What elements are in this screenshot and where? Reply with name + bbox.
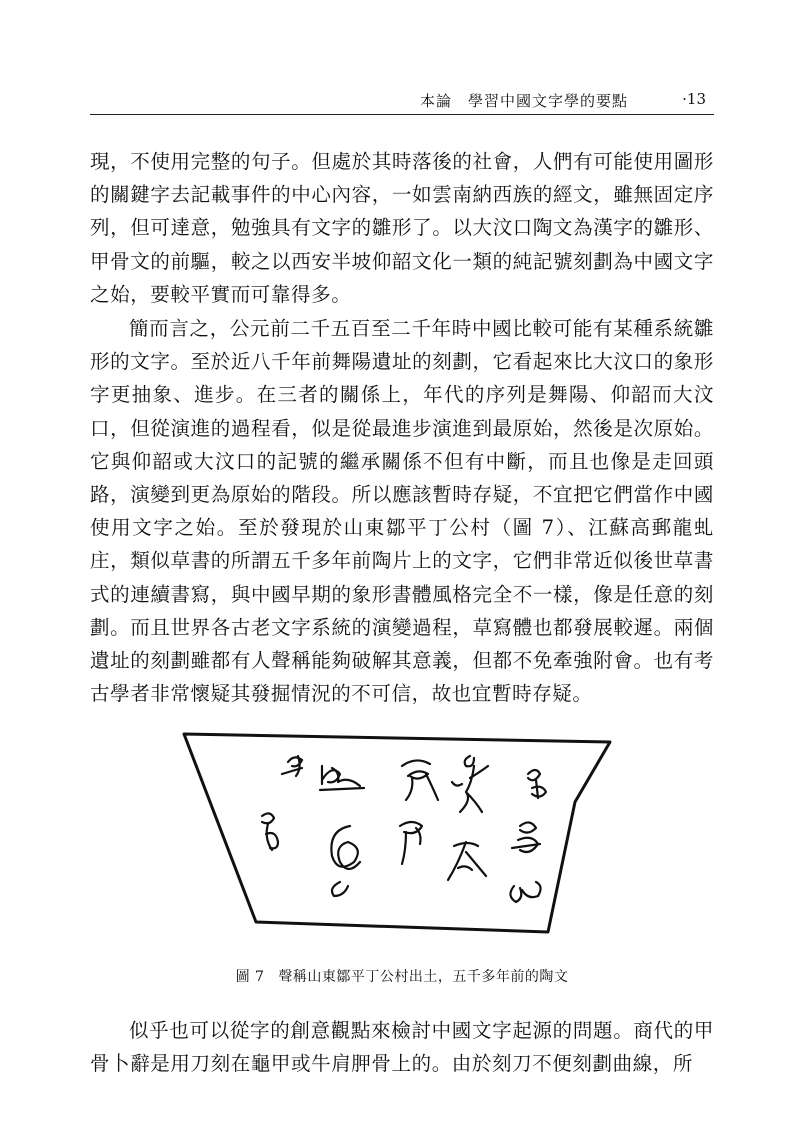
running-head: 本論 學習中國文字學的要點 [420, 92, 629, 110]
body-paragraph-2: 簡而言之，公元前二千五百至二千年時中國比較可能有某種系統雛形的文字。至於近八千年前舞陽遺址的刻劃，它看起來比大汶口的象形字更抽象、進步。在三者的關係上，年代的序列是舞陽、仰韶而大汶口，但從演進的過程看，似是從最進步演進到最原始，然後是次原始。它與仰韶或大汶口的記號的繼承關係不但有中斷，而且也像是走回頭路，演變到更為原始的階段。所以應該暫時存疑，不宜把它們當作中國使用文字之始。至於發現於山東鄒平丁公村（圖 7）、江蘇高郵龍虬庄，類似草書的所謂五千多年前陶片上的文字，它們非常近似後世草書式的連續書寫，與中國早期的象形書體風格完全不一樣，像是任意的刻劃。而且世界各古老文字系統的演變過程，草寫體也都發展較遲。兩個遺址的刻劃雖都有人聲稱能夠破解其意義，但都不免牽強附會。也有考古學者非常懷疑其發掘情況的不可信，故也宜暫時存疑。 [90, 317, 714, 706]
figure-caption [90, 966, 714, 986]
pottery-shard-drawing [170, 718, 630, 948]
incised-glyphs [262, 756, 546, 902]
page-number: ·13 [682, 90, 706, 108]
glyph-11 [510, 882, 540, 902]
glyph-6 [262, 813, 278, 850]
glyph-5 [528, 770, 546, 798]
pottery-shard-figure [170, 718, 630, 948]
figure-label: 圖 7 [235, 969, 265, 985]
glyph-9 [448, 842, 486, 880]
figure-caption-text: 聲稱山東鄒平丁公村出土，五千多年前的陶文 [278, 969, 569, 985]
glyph-3 [402, 760, 438, 800]
page-header [90, 88, 714, 115]
glyph-8 [400, 822, 422, 864]
glyph-1 [282, 756, 302, 776]
shard-outline [184, 734, 610, 932]
body-paragraph-1: 現，不使用完整的句子。但處於其時落後的社會，人們有可能使用圖形的關鍵字去記載事件的中心內容，一如雲南納西族的經文，雖無固定序列，但可達意，勉強具有文字的雛形了。以大汶口陶文為漢字的雛形、甲骨文的前驅，較之以西安半坡仰韶文化一類的純記號刻劃為中國文字之始，要較平實而可靠得多。 [90, 150, 714, 306]
body-paragraph-3: 似乎也可以從字的創意觀點來檢討中國文字起源的問題。商代的甲骨卜辭是用刀刻在龜甲或牛肩胛骨上的。由於刻刀不便刻劃曲線，所 [90, 1019, 714, 1076]
glyph-4 [452, 756, 488, 812]
glyph-7 [331, 826, 360, 896]
glyph-10 [512, 822, 540, 852]
glyph-2 [320, 766, 364, 790]
